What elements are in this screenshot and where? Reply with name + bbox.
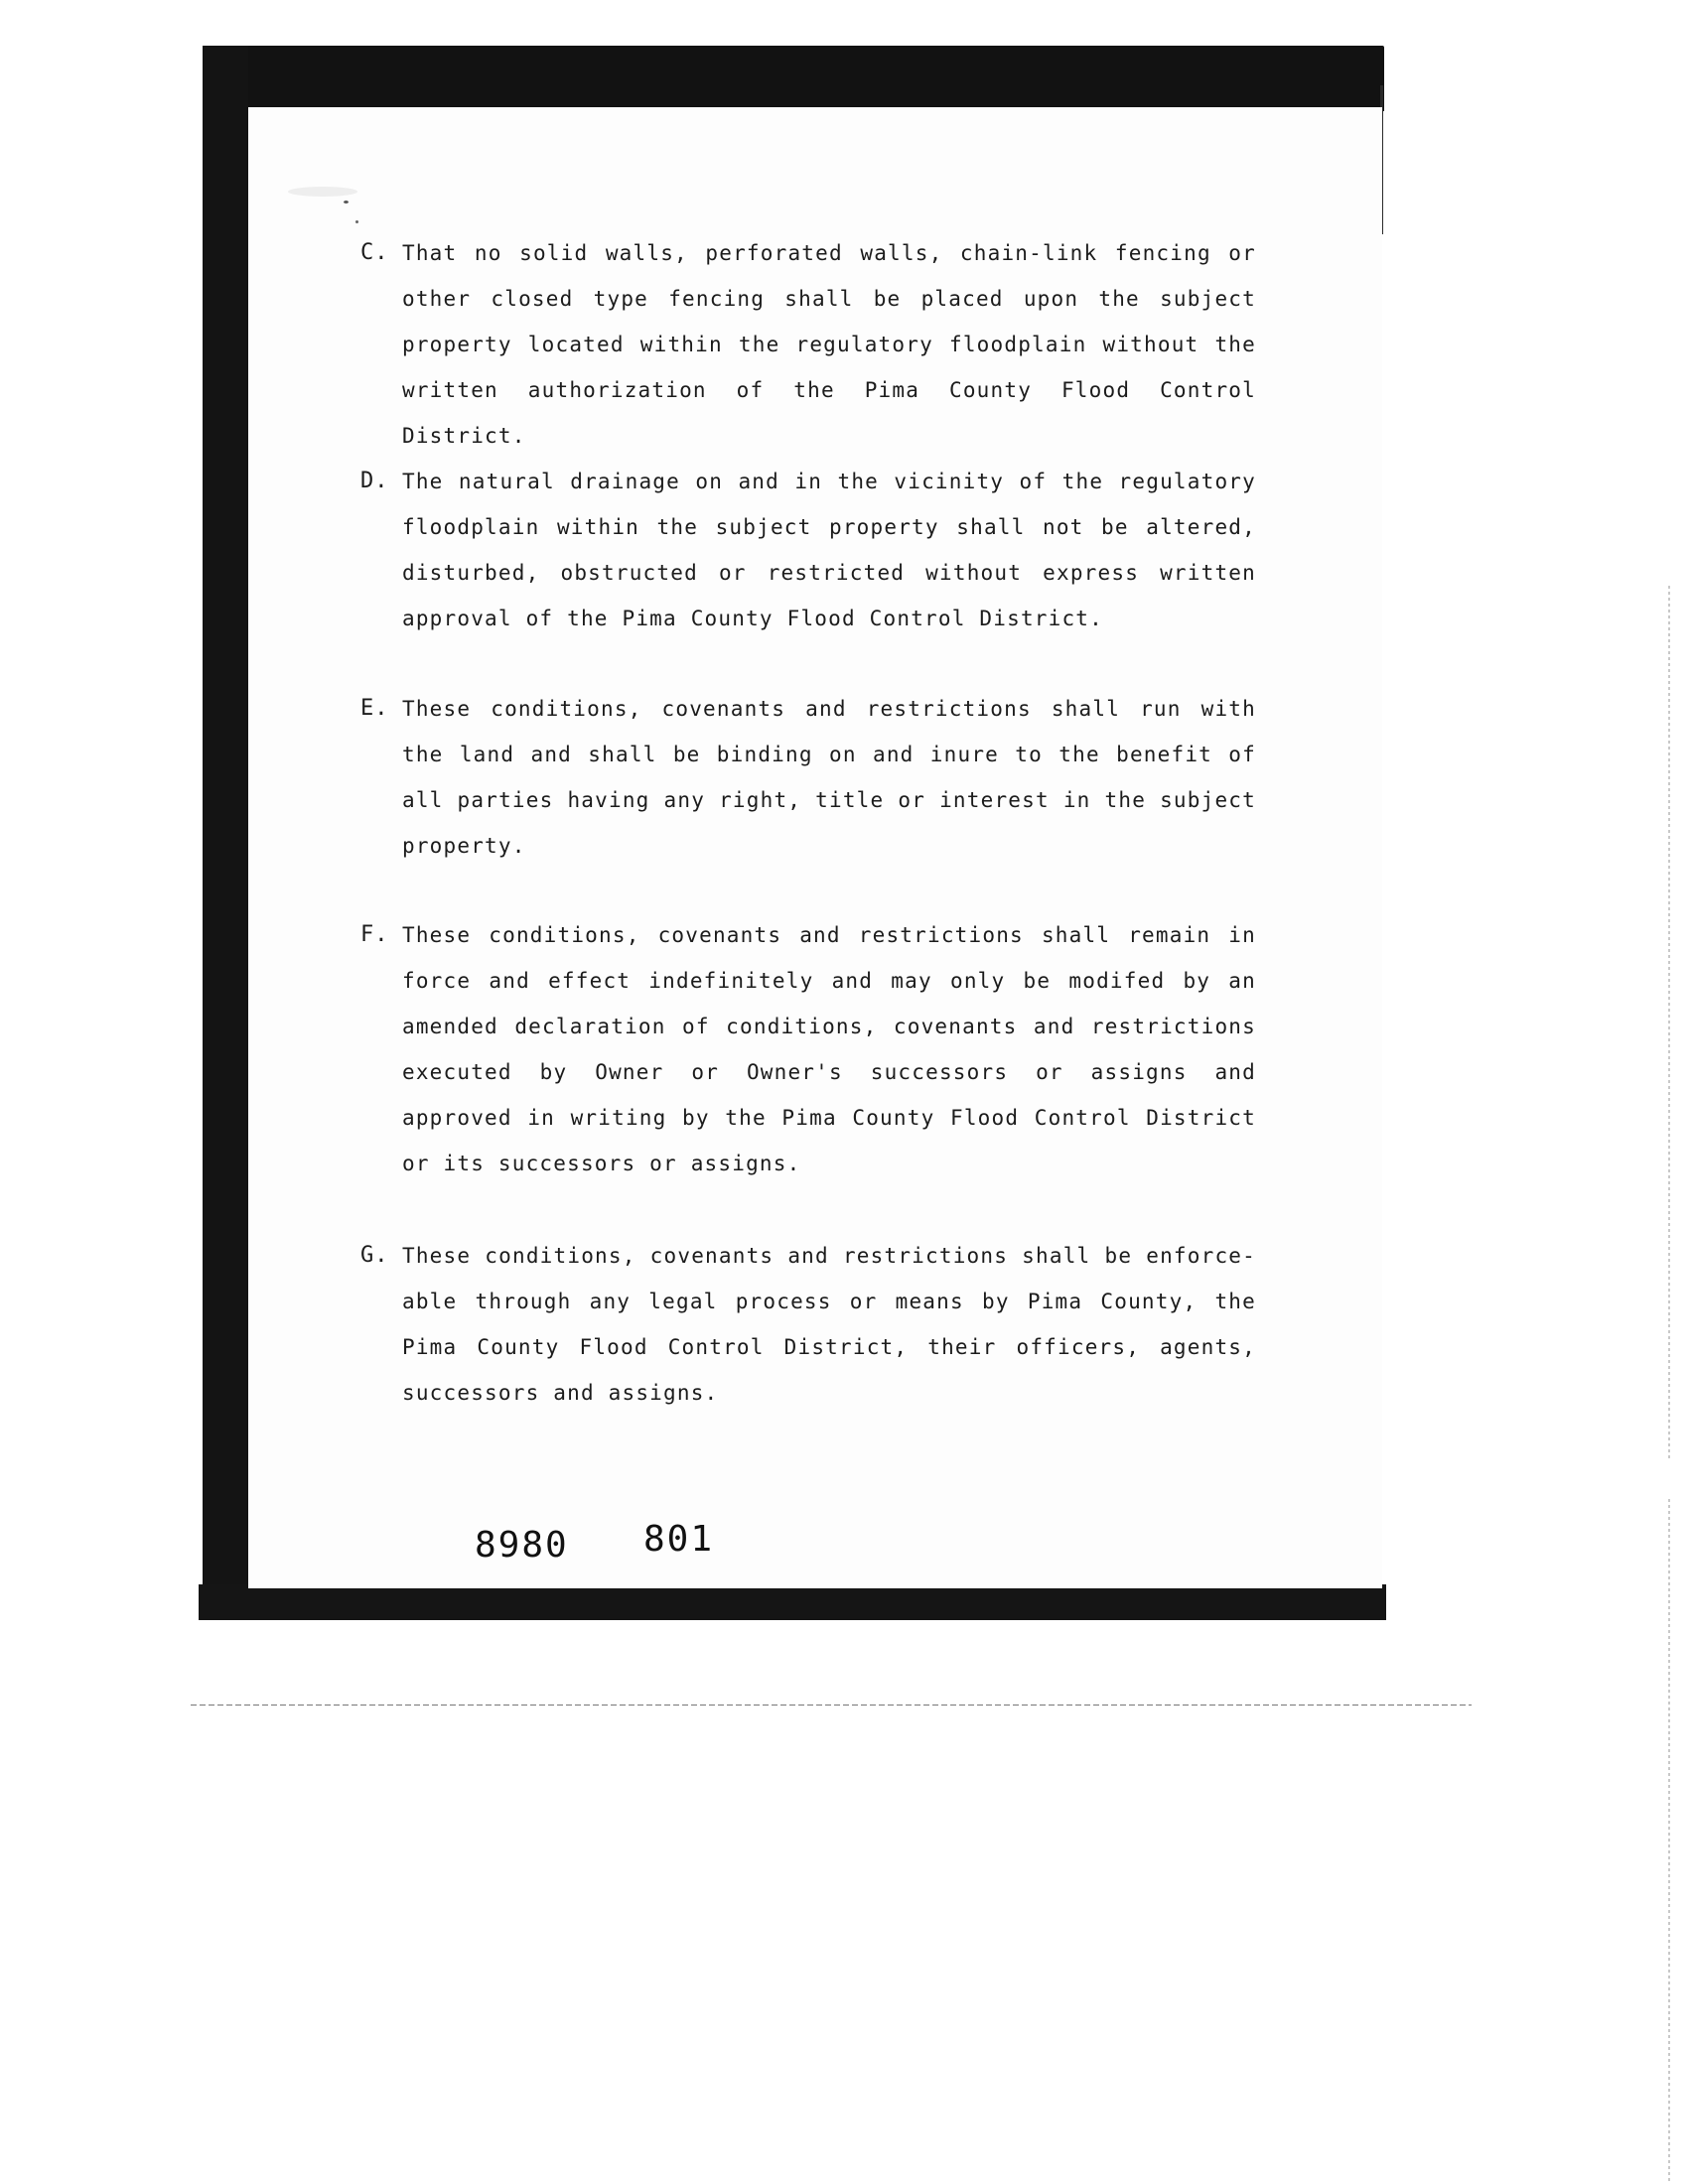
copy-edge-line [191, 1705, 1472, 1706]
toner-speck [355, 220, 358, 223]
margin-artifact [1668, 586, 1670, 1459]
clause-text: These conditions, covenants and restrictions shall remain in force and effect indefinitely and may only be modifed by an amended declaration of conditions, covenants and restrictions executed by Owner or Owner's successors or assigns and approved in writing by the Pima County Flood Control District or its successors or assigns. [402, 923, 1256, 1175]
clause-text: These conditions, covenants and restrictions shall be enforce-able through any legal process or means by Pima County, the Pima County Flood Control District, their officers, agents, successors and assigns. [402, 1244, 1256, 1405]
page-number: 801 [643, 1519, 715, 1560]
scan-shadow-bottom [199, 1584, 1386, 1620]
clause-letter: E. [360, 696, 389, 721]
scan-shadow-left [203, 46, 248, 1616]
toner-speck [344, 201, 349, 204]
docket-number: 8980 [475, 1525, 569, 1566]
clause-letter: D. [360, 469, 389, 493]
clause-text: These conditions, covenants and restrictions shall run with the land and shall be binding on and inure to the benefit of all parties having any right, title or interest in the subject property. [402, 697, 1256, 858]
clause-text: That no solid walls, perforated walls, chain-link fencing or other closed type fencing shall be placed upon the subject property located within the regulatory floodplain without the written authorization of the Pima County Flood Control District. [402, 241, 1256, 448]
toner-smudge [288, 187, 357, 197]
margin-artifact [1668, 1499, 1670, 2184]
clause-letter: G. [360, 1243, 389, 1268]
scan-shadow-top [203, 46, 1384, 111]
clause-letter: C. [360, 240, 389, 265]
clause-text: The natural drainage on and in the vicinity of the regulatory floodplain within the subject property shall not be altered, disturbed, obstructed or restricted without express written approval of the Pima County Flood Control District. [402, 470, 1256, 630]
clause-letter: F. [360, 922, 389, 947]
